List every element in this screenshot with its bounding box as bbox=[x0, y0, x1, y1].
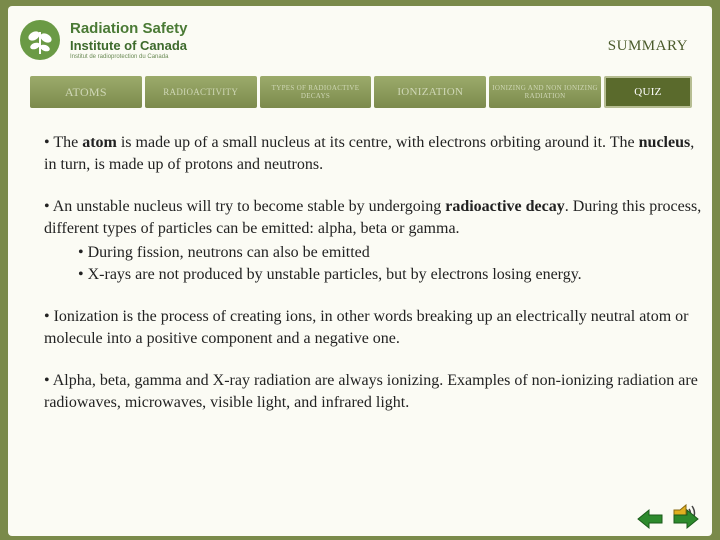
tab-quiz[interactable]: QUIZ bbox=[604, 76, 692, 108]
tab-ionization[interactable]: IONIZATION bbox=[374, 76, 486, 108]
page-title: SUMMARY bbox=[607, 38, 688, 54]
paragraph-ionization: • Ionization is the process of creating ions, in other words breaking up an electrically neutral atom or molecule into a positive component and a negative one. bbox=[44, 308, 689, 347]
logo-subtitle: Institute of Canada bbox=[70, 38, 188, 53]
summary-content bbox=[44, 132, 704, 434]
paragraph-atom bbox=[44, 132, 704, 176]
tab-ionizing-radiation[interactable]: IONIZING AND NON IONIZING RADIATION bbox=[489, 76, 601, 108]
term-radioactive-decay: radioactive decay bbox=[445, 198, 565, 215]
forward-arrow-icon[interactable] bbox=[672, 508, 700, 530]
logo-french: Institut de radioprotection du Canada bbox=[70, 54, 169, 60]
tab-atoms[interactable]: ATOMS bbox=[30, 76, 142, 108]
term-nucleus: nucleus bbox=[638, 134, 691, 151]
bullet-xrays: • X-rays are not produced by unstable particles, but by electrons losing energy. bbox=[78, 266, 582, 283]
tab-types-of-decays[interactable]: TYPES OF RADIOACTIVE DECAYS bbox=[260, 76, 372, 108]
tab-radioactivity[interactable]: RADIOACTIVITY bbox=[145, 76, 257, 108]
logo bbox=[18, 16, 198, 66]
slide bbox=[8, 6, 712, 536]
nav-bar bbox=[30, 76, 692, 108]
paragraph-ionizing: • Alpha, beta, gamma and X-ray radiation are always ionizing. Examples of non-ionizing radiation are radiowaves, microwaves, visible light, and infrared light. bbox=[44, 372, 698, 411]
text: , in turn, is made up of protons and neutrons. bbox=[44, 134, 695, 173]
back-arrow-icon[interactable] bbox=[636, 508, 664, 530]
text: . During this process, different types of particles can be emitted: alpha, beta or gamma. bbox=[44, 198, 702, 237]
term-atom: atom bbox=[82, 134, 117, 151]
paragraph-decay bbox=[44, 196, 704, 240]
text: • An unstable nucleus will try to become stable by undergoing bbox=[44, 198, 446, 215]
logo-icon bbox=[18, 18, 62, 62]
bullet-fission: • During fission, neutrons can also be emitted bbox=[78, 244, 370, 261]
logo-title: Radiation Safety bbox=[70, 20, 188, 37]
text: • The bbox=[44, 134, 83, 151]
text: is made up of a small nucleus at its centre, with electrons orbiting around it. The bbox=[116, 134, 639, 151]
